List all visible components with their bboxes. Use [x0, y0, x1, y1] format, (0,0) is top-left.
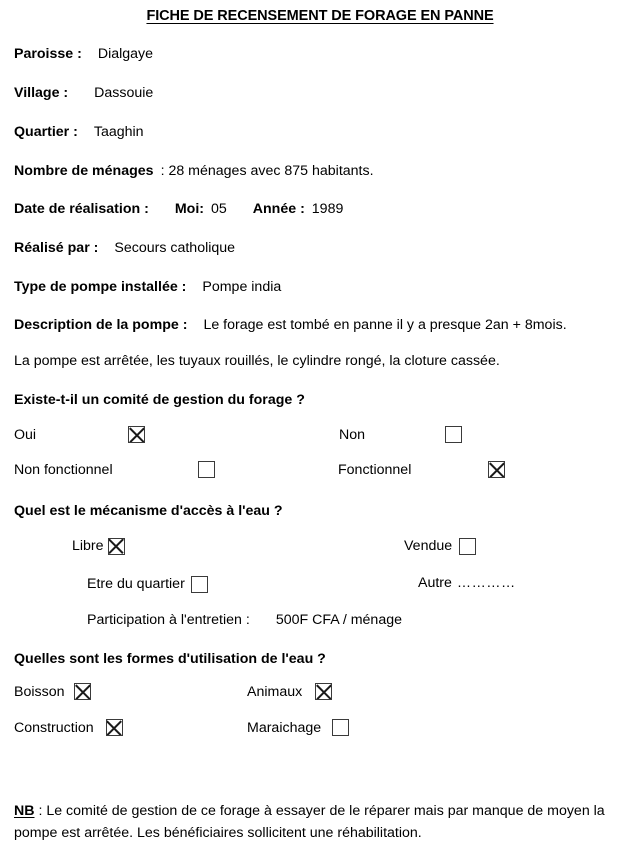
option-utilisation-maraichage[interactable]	[247, 719, 349, 736]
checkbox-mecanisme-libre[interactable]	[108, 538, 125, 555]
option-comite-fonctionnel-label: Fonctionnel	[338, 461, 412, 478]
checkbox-utilisation-maraichage[interactable]	[332, 719, 349, 736]
option-mecanisme-vendue[interactable]	[404, 538, 476, 555]
field-annee-label: Année :	[252, 201, 305, 218]
note-nb-tag: NB	[14, 803, 35, 819]
checkbox-mecanisme-etre-du-quartier[interactable]	[191, 576, 208, 593]
option-comite-fonctionnel[interactable]	[338, 461, 505, 478]
field-village-value: Dassouie	[94, 85, 154, 102]
utilisation-options-row-1	[14, 683, 626, 717]
option-mecanisme-libre[interactable]	[72, 538, 125, 555]
field-nombre-menages-value: : 28 ménages avec 875 habitants.	[160, 162, 374, 179]
checkbox-comite-non[interactable]	[445, 426, 462, 443]
field-realise-par-value: Secours catholique	[114, 240, 236, 257]
option-utilisation-construction-label: Construction	[14, 719, 94, 736]
section-utilisation-question: Quelles sont les formes d'utilisation de l'eau ?	[14, 650, 326, 667]
field-participation-label: Participation à l'entretien :	[87, 611, 250, 628]
checkbox-utilisation-animaux[interactable]	[315, 683, 332, 700]
field-type-pompe-label: Type de pompe installée :	[14, 278, 187, 295]
field-mois-label: Moi:	[174, 201, 204, 218]
option-utilisation-boisson[interactable]	[14, 683, 91, 700]
utilisation-options-row-2	[14, 719, 626, 753]
field-village-label: Village :	[14, 85, 69, 102]
section-comite-question: Existe-t-il un comité de gestion du forage ?	[14, 391, 305, 408]
field-realise-par	[14, 240, 626, 258]
field-quartier-label: Quartier :	[14, 123, 78, 140]
option-comite-non[interactable]	[339, 426, 462, 443]
option-utilisation-animaux-label: Animaux	[247, 683, 303, 700]
field-nombre-menages	[14, 163, 626, 181]
field-description-pompe-label: Description de la pompe :	[14, 316, 188, 333]
checkbox-comite-non-fonctionnel[interactable]	[198, 461, 215, 478]
comite-options-row-1	[14, 426, 626, 460]
option-mecanisme-libre-label: Libre	[72, 538, 104, 555]
mecanisme-options-row-2	[14, 576, 626, 610]
option-mecanisme-etre-du-quartier-label: Etre du quartier	[87, 576, 185, 593]
page-title: FICHE DE RECENSEMENT DE FORAGE EN PANNE	[146, 8, 494, 24]
option-utilisation-boisson-label: Boisson	[14, 683, 65, 700]
checkbox-utilisation-construction[interactable]	[106, 719, 123, 736]
option-mecanisme-autre[interactable]	[418, 576, 516, 590]
option-mecanisme-vendue-label: Vendue	[404, 538, 453, 555]
checkbox-comite-fonctionnel[interactable]	[488, 461, 505, 478]
comite-options-row-2	[14, 461, 626, 495]
field-type-pompe-value: Pompe india	[202, 278, 282, 295]
mecanisme-options-row-1	[14, 538, 626, 572]
field-annee-value: 1989	[311, 201, 344, 218]
field-mois-value: 05	[210, 201, 227, 218]
option-comite-non-fonctionnel[interactable]	[14, 461, 215, 478]
option-mecanisme-autre-dots: …………	[456, 574, 516, 591]
field-description-pompe	[14, 314, 626, 336]
note-nb-text: : Le comité de gestion de ce forage à essayer de le réparer mais par manque de moyen la pompe est arrêtée. Les bénéficiaires sollicitent une réhabilitation.	[14, 803, 605, 841]
option-mecanisme-autre-label: Autre	[418, 574, 452, 591]
field-etat-pompe: La pompe est arrêtée, les tuyaux rouillés, le cylindre rongé, la cloture cassée.	[14, 352, 500, 369]
field-participation-value: 500F CFA / ménage	[275, 611, 402, 628]
checkbox-mecanisme-vendue[interactable]	[459, 538, 476, 555]
field-date-realisation	[14, 201, 626, 219]
option-comite-oui[interactable]	[14, 426, 145, 443]
checkbox-comite-oui[interactable]	[128, 426, 145, 443]
field-quartier	[14, 124, 626, 142]
note-nb	[14, 800, 626, 844]
field-type-pompe	[14, 279, 626, 297]
field-paroisse	[14, 46, 626, 64]
field-participation	[87, 613, 402, 627]
option-comite-non-fonctionnel-label: Non fonctionnel	[14, 461, 113, 478]
option-utilisation-animaux[interactable]	[247, 683, 332, 700]
field-paroisse-label: Paroisse :	[14, 46, 82, 63]
option-utilisation-construction[interactable]	[14, 719, 123, 736]
option-utilisation-maraichage-label: Maraichage	[247, 719, 322, 736]
field-nombre-menages-label: Nombre de ménages	[14, 162, 154, 179]
document-page	[0, 8, 640, 855]
section-mecanisme-question: Quel est le mécanisme d'accès à l'eau ?	[14, 503, 283, 520]
field-paroisse-value: Dialgaye	[97, 46, 154, 63]
field-village	[14, 85, 626, 103]
option-mecanisme-etre-du-quartier[interactable]	[87, 576, 208, 593]
field-quartier-value: Taaghin	[93, 123, 144, 140]
field-description-pompe-value: Le forage est tombé en panne il y a presque 2an + 8mois.	[203, 316, 567, 333]
option-comite-oui-label: Oui	[14, 426, 37, 443]
field-date-realisation-label: Date de réalisation :	[14, 201, 149, 218]
option-comite-non-label: Non	[339, 426, 366, 443]
mecanisme-participation-row	[14, 613, 626, 643]
checkbox-utilisation-boisson[interactable]	[74, 683, 91, 700]
field-realise-par-label: Réalisé par :	[14, 240, 99, 257]
